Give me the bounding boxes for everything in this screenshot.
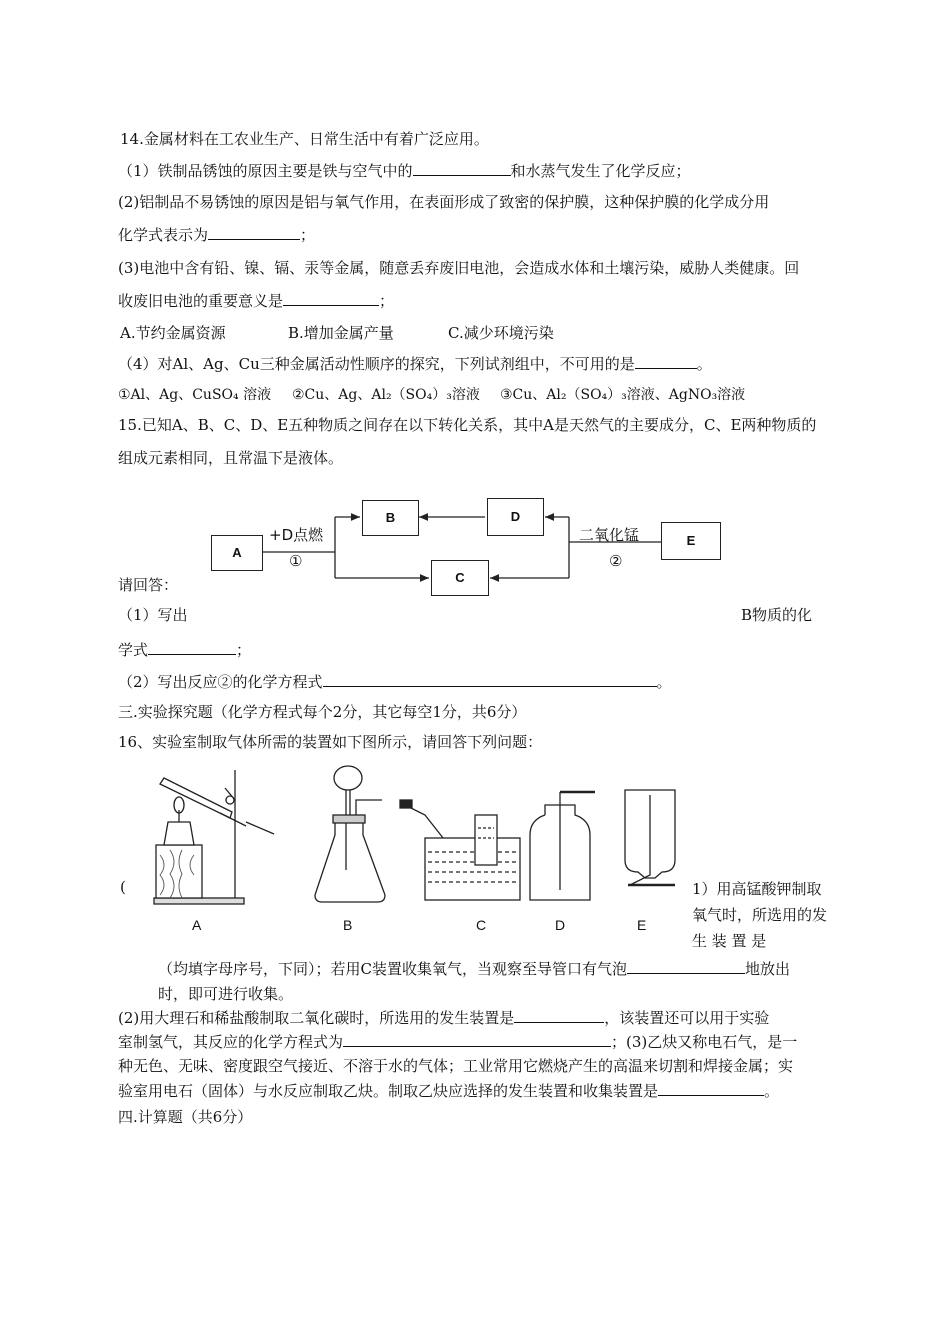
section3-title: 三.实验探究题（化学方程式每个2分，其它每空1分，共6分） (118, 703, 527, 721)
arrow2-label: 二氧化锰 (579, 526, 640, 544)
arrow1-label: +D点燃 (269, 526, 324, 544)
arrow2-number: ② (609, 552, 623, 570)
q14-part4-text-a: （4）对Al、Ag、Cu三种金属活动性顺序的探究，下列试剂组中，不可用的是 (118, 355, 635, 373)
q14-stem: 14.金属材料在工农业生产、日常生活中有着广泛应用。 (120, 130, 489, 148)
apparatus-e (625, 790, 675, 885)
box-c: C (431, 560, 489, 596)
apparatus-a (154, 770, 274, 904)
q14-part1 (118, 160, 691, 181)
q16-part1-d-text: （均填字母序号，下同）；若用C装置收集氧气，当观察至导管口有气泡 (158, 960, 627, 978)
q15-stem-line2: 组成元素相同，且常温下是液体。 (118, 449, 344, 467)
q16-part3-b: 验室用电石（固体）与水反应制取乙炔。制取乙炔应选择的发生装置和收集装置是 (118, 1082, 659, 1100)
q16-part2-a: (2)用大理石和稀盐酸制取二氧化碳时，所选用的发生装置是 (118, 1009, 515, 1027)
q15-answer1-end: ； (236, 641, 252, 659)
apparatus-d (530, 792, 595, 900)
q16-part2-d: ；(3)乙炔又称电石气，是一 (611, 1033, 798, 1051)
apparatus-b (315, 766, 385, 902)
apparatus-figure (150, 760, 690, 940)
q14-blank-1[interactable] (413, 160, 511, 176)
q15-blank-1[interactable] (148, 639, 236, 655)
q14-part4 (118, 353, 712, 374)
box-b: B (362, 500, 419, 536)
q14-reagent-1: ①Al、Ag、CuSO₄ 溶液 (118, 387, 272, 403)
section4-title: 四.计算题（共6分） (118, 1108, 253, 1126)
q16-part2-line2 (118, 1031, 797, 1052)
q16-part2-b: ，该装置还可以用于实验 (604, 1009, 770, 1027)
q16-part1-b: 氧气时，所选用的发 (692, 906, 828, 924)
reaction-diagram (205, 490, 725, 600)
q16-blank-2[interactable] (514, 1007, 604, 1023)
q16-part3-line1: 种无色、无味、密度跟空气接近、不溶于水的气体；工业常用它燃烧产生的高温来切割和焊接金属；实 (118, 1057, 794, 1075)
box-a: A (211, 535, 263, 571)
q15-answer2-end: 。 (656, 673, 672, 691)
q14-option-b: B.增加金属产量 (288, 324, 394, 342)
apparatus-c (400, 800, 520, 900)
q14-option-c: C.减少环境污染 (448, 324, 554, 342)
apparatus-label-e: E (637, 917, 647, 933)
q14-blank-3[interactable] (283, 290, 379, 306)
q15-answer1-cont-text: 学式 (118, 641, 149, 659)
q16-blank-4[interactable] (658, 1080, 764, 1096)
apparatus-label-b: B (343, 917, 353, 933)
q14-part1-text-b: 和水蒸气发生了化学反应； (510, 162, 691, 180)
q15-answer2-text: （2）写出反应②的化学方程式 (118, 673, 323, 691)
q16-part1-d (158, 958, 790, 979)
q14-part2-text-b: 化学式表示为 (118, 226, 209, 244)
q16-part1-c: 生 装 置 是 (692, 932, 767, 950)
arrow1-number: ① (289, 552, 303, 570)
q16-part3-c: 。 (764, 1082, 780, 1100)
q15-blank-2[interactable] (323, 671, 657, 687)
q14-part1-text-a: （1）铁制品锈蚀的原因主要是铁与空气中的 (118, 162, 413, 180)
q14-reagent-2: ②Cu、Ag、Al₂（SO₄）₃溶液 (292, 387, 480, 403)
q16-part1-f: 时，即可进行收集。 (158, 985, 294, 1003)
q14-part2-text-c: ； (300, 226, 316, 244)
q15-answer2 (118, 671, 672, 692)
q16-paren: ( (120, 878, 126, 896)
q14-part3-line2 (118, 290, 394, 311)
q15-answer1-left: （1）写出 (118, 606, 188, 624)
q14-option-a: A.节约金属资源 (120, 324, 226, 342)
q14-part2-line1: (2)铝制品不易锈蚀的原因是铝与氧气作用，在表面形成了致密的保护膜，这种保护膜的化学成分用 (118, 193, 770, 211)
apparatus-drawing (150, 760, 690, 940)
q16-part1-e: 地放出 (744, 960, 790, 978)
q16-part1-a: 1）用高锰酸钾制取 (692, 880, 822, 898)
q14-blank-4[interactable] (635, 353, 697, 369)
q14-part2-line2 (118, 224, 315, 245)
q15-answer1-cont (118, 639, 251, 660)
q15-answer1-right: B物质的化 (741, 606, 813, 624)
q14-part3-line1: (3)电池中含有铅、镍、镉、汞等金属，随意丢弃废旧电池，会造成水体和土壤污染，威胁人类健康。回 (118, 259, 800, 277)
apparatus-label-d: D (555, 917, 566, 933)
box-e: E (661, 522, 721, 560)
apparatus-label-c: C (476, 917, 487, 933)
q14-reagent-3: ③Cu、Al₂（SO₄）₃溶液、AgNO₃溶液 (500, 387, 746, 403)
q16-part3-line2 (118, 1080, 779, 1101)
q15-ask: 请回答： (118, 576, 179, 594)
q16-part2-c: 室制氢气，其反应的化学方程式为 (118, 1033, 344, 1051)
box-d: D (487, 498, 544, 536)
q14-blank-2[interactable] (208, 224, 300, 240)
apparatus-label-a: A (192, 917, 202, 933)
q14-part3-text-c: ； (379, 292, 395, 310)
q15-stem-line1: 15.已知A、B、C、D、E五种物质之间存在以下转化关系，其中A是天然气的主要成分，C、E两种物质的 (118, 416, 817, 434)
q14-part3-text-b: 收废旧电池的重要意义是 (118, 292, 284, 310)
q16-stem: 16、实验室制取气体所需的装置如下图所示，请回答下列问题： (118, 733, 543, 751)
q16-blank-3[interactable] (343, 1031, 611, 1047)
q16-blank-1[interactable] (627, 958, 745, 974)
q14-part4-text-b: 。 (696, 355, 712, 373)
q16-part2-line1 (118, 1007, 769, 1028)
